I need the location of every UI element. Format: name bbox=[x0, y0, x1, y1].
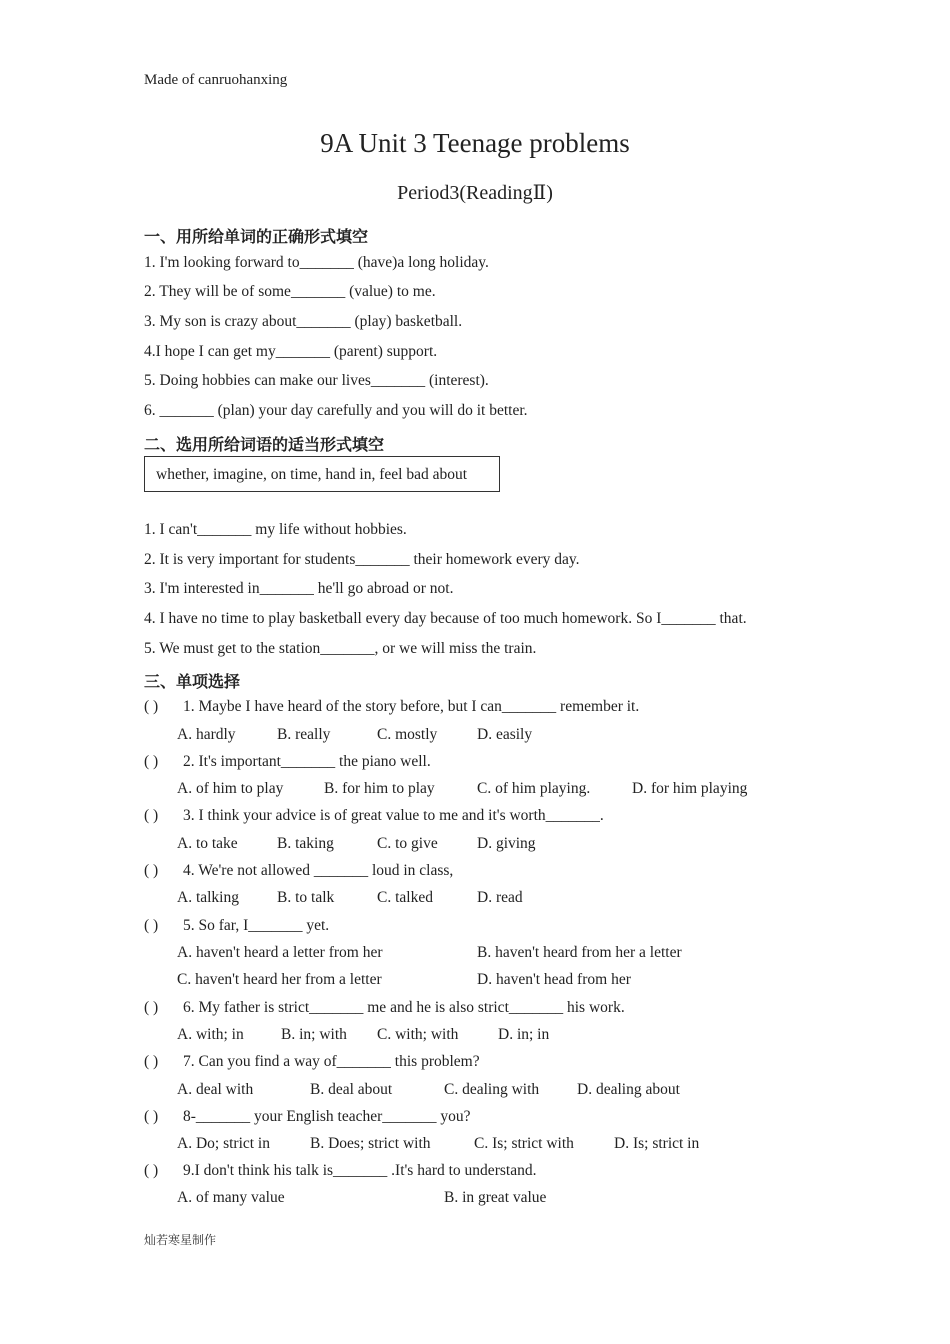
q8-option-d: D. Is; strict in bbox=[614, 1135, 700, 1152]
q3-option-d: D. giving bbox=[477, 835, 536, 852]
q7-option-c: C. dealing with bbox=[444, 1081, 540, 1098]
q3-option-a: A. to take bbox=[177, 835, 238, 852]
q2-option-d: D. for him playing bbox=[632, 780, 748, 797]
q4-option-b: B. to talk bbox=[277, 889, 335, 906]
q2-option-b: B. for him to play bbox=[324, 780, 435, 797]
question-2: 2. It's important_______ the piano well. bbox=[183, 753, 431, 770]
s1-item-5: 5. Doing hobbies can make our lives_______ (interest). bbox=[144, 372, 489, 389]
s1-item-4: 4.I hope I can get my_______ (parent) support. bbox=[144, 343, 438, 360]
answer-paren: ( ) bbox=[144, 1108, 159, 1125]
question-1: 1. Maybe I have heard of the story before, but I can_______ remember it. bbox=[183, 698, 640, 715]
s2-item-4: 4. I have no time to play basketball every day because of too much homework. So I_______ that. bbox=[144, 610, 747, 627]
question-4: 4. We're not allowed _______ loud in class, bbox=[183, 862, 454, 879]
section2-heading: 二、选用所给词语的适当形式填空 bbox=[144, 435, 385, 454]
q5-option-b: B. haven't heard from her a letter bbox=[477, 944, 682, 961]
q5-option-a: A. haven't heard a letter from her bbox=[177, 944, 383, 961]
section3-heading: 三、单项选择 bbox=[144, 672, 241, 691]
question-6: 6. My father is strict_______ me and he is also strict_______ his work. bbox=[183, 999, 625, 1016]
q7-option-b: B. deal about bbox=[310, 1081, 393, 1098]
answer-paren: ( ) bbox=[144, 753, 159, 770]
answer-paren: ( ) bbox=[144, 698, 159, 715]
q9-option-b: B. in great value bbox=[444, 1189, 547, 1206]
question-3: 3. I think your advice is of great value to me and it's worth_______. bbox=[183, 807, 604, 824]
q1-option-d: D. easily bbox=[477, 726, 533, 743]
s1-item-6: 6. _______ (plan) your day carefully and you will do it better. bbox=[144, 402, 528, 419]
q1-option-b: B. really bbox=[277, 726, 331, 743]
q6-option-c: C. with; with bbox=[377, 1026, 459, 1043]
s2-item-1: 1. I can't_______ my life without hobbies. bbox=[144, 521, 407, 538]
q8-option-a: A. Do; strict in bbox=[177, 1135, 270, 1152]
section1-heading: 一、用所给单词的正确形式填空 bbox=[144, 227, 369, 246]
question-5: 5. So far, I_______ yet. bbox=[183, 917, 330, 934]
q2-option-a: A. of him to play bbox=[177, 780, 284, 797]
q6-option-a: A. with; in bbox=[177, 1026, 244, 1043]
q3-option-b: B. taking bbox=[277, 835, 334, 852]
s1-item-2: 2. They will be of some_______ (value) to me. bbox=[144, 283, 436, 300]
page-title: 9A Unit 3 Teenage problems bbox=[320, 128, 630, 158]
word-box: whether, imagine, on time, hand in, feel bad about bbox=[144, 456, 500, 492]
answer-paren: ( ) bbox=[144, 1053, 159, 1070]
question-8: 8-_______ your English teacher_______ you? bbox=[183, 1108, 471, 1125]
s2-item-3: 3. I'm interested in_______ he'll go abroad or not. bbox=[144, 580, 454, 597]
q8-option-c: C. Is; strict with bbox=[474, 1135, 574, 1152]
q2-option-c: C. of him playing. bbox=[477, 780, 591, 797]
answer-paren: ( ) bbox=[144, 862, 159, 879]
s1-item-3: 3. My son is crazy about_______ (play) basketball. bbox=[144, 313, 463, 330]
q1-option-c: C. mostly bbox=[377, 726, 438, 743]
question-7: 7. Can you find a way of_______ this problem? bbox=[183, 1053, 480, 1070]
q6-option-d: D. in; in bbox=[498, 1026, 550, 1043]
q4-option-c: C. talked bbox=[377, 889, 433, 906]
page-subtitle: Period3(ReadingⅡ) bbox=[397, 182, 553, 204]
q7-option-d: D. dealing about bbox=[577, 1081, 680, 1098]
q4-option-d: D. read bbox=[477, 889, 523, 906]
q7-option-a: A. deal with bbox=[177, 1081, 254, 1098]
question-9: 9.I don't think his talk is_______ .It's hard to understand. bbox=[183, 1162, 537, 1179]
answer-paren: ( ) bbox=[144, 1162, 159, 1179]
s2-item-5: 5. We must get to the station_______, or we will miss the train. bbox=[144, 640, 537, 657]
q9-option-a: A. of many value bbox=[177, 1189, 285, 1206]
answer-paren: ( ) bbox=[144, 917, 159, 934]
page-header: Made of canruohanxing bbox=[144, 72, 288, 88]
answer-paren: ( ) bbox=[144, 999, 159, 1016]
q8-option-b: B. Does; strict with bbox=[310, 1135, 431, 1152]
q6-option-b: B. in; with bbox=[281, 1026, 347, 1043]
q5-option-c: C. haven't heard her from a letter bbox=[177, 971, 382, 988]
q1-option-a: A. hardly bbox=[177, 726, 236, 743]
answer-paren: ( ) bbox=[144, 807, 159, 824]
s1-item-1: 1. I'm looking forward to_______ (have)a long holiday. bbox=[144, 254, 489, 271]
q4-option-a: A. talking bbox=[177, 889, 239, 906]
q3-option-c: C. to give bbox=[377, 835, 438, 852]
s2-item-2: 2. It is very important for students_______ their homework every day. bbox=[144, 551, 580, 568]
q5-option-d: D. haven't head from her bbox=[477, 971, 631, 988]
page-footer: 灿若寒星制作 bbox=[144, 1233, 217, 1247]
